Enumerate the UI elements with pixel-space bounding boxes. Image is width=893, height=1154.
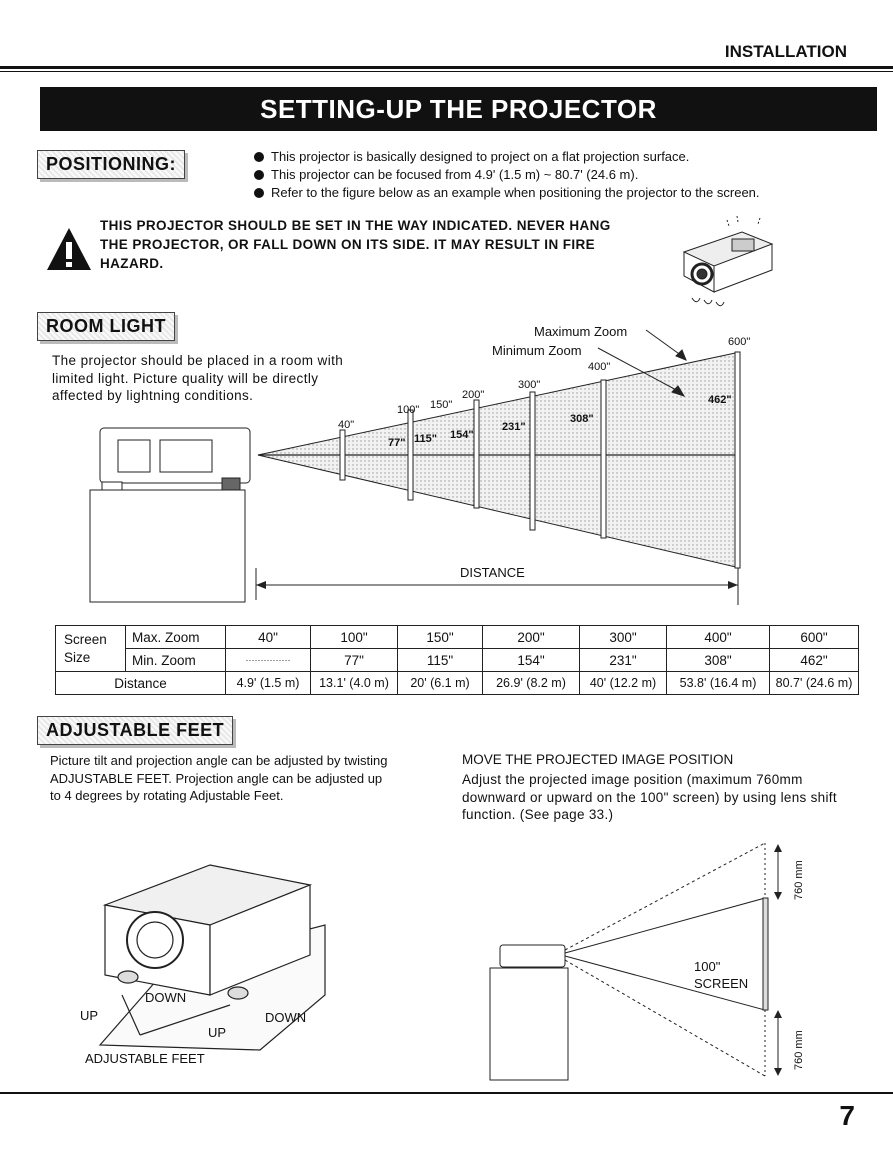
table-cell: 40" (226, 626, 311, 649)
adjustable-feet-label: ADJUSTABLE FEET (37, 716, 233, 745)
table-cell: 77" (311, 649, 398, 672)
footer-rule (0, 1092, 893, 1094)
min-size-label: 154" (450, 429, 474, 441)
table-cell: 53.8' (16.4 m) (667, 672, 770, 695)
table-cell: ··············· (226, 649, 311, 672)
distance-header: Distance (56, 672, 226, 695)
warning-text: THIS PROJECTOR SHOULD BE SET IN THE WAY INDICATED. NEVER HANG THE PROJECTOR, OR FALL DOWN ON ITS SIDE. IT MAY RESULT IN FIRE HAZARD. (100, 218, 611, 271)
bullet-3: Refer to the figure below as an example when positioning the projector to the screen. (254, 185, 760, 200)
table-cell: 308" (667, 649, 770, 672)
warning-icon (45, 226, 93, 272)
feet-down-label: DOWN (265, 1010, 307, 1025)
table-cell: 26.9' (8.2 m) (483, 672, 580, 695)
table-cell: 400" (667, 626, 770, 649)
title-bar (40, 87, 877, 131)
screen-mark (408, 410, 413, 500)
feet-up-label: UP (208, 1025, 227, 1040)
table-cell: 154" (483, 649, 580, 672)
min-size-label: 115" (414, 433, 437, 445)
min-size-label: 308" (570, 413, 594, 425)
positioning-label: POSITIONING: (37, 150, 185, 179)
min-zoom-label: Minimum Zoom (492, 343, 582, 358)
adjustable-feet-text: Picture tilt and projection angle can be adjusted by twisting ADJUSTABLE FEET. Projection angle can be adjusted up to 4 degrees by rotating Adjustable Feet. (50, 753, 388, 803)
room-light-label: ROOM LIGHT (37, 312, 175, 341)
table-cell: 20' (6.1 m) (398, 672, 483, 695)
table-cell: 4.9' (1.5 m) (226, 672, 311, 695)
shift-lower-label: 760 mm (793, 1030, 805, 1070)
feet-caption: ADJUSTABLE FEET (85, 1051, 205, 1066)
projector-tilt-illustration (672, 214, 782, 314)
bullet-2: This projector can be focused from 4.9' (1.5 m) ~ 80.7' (24.6 m). (254, 167, 638, 182)
header-rule (0, 66, 893, 69)
section-header: INSTALLATION (724, 42, 847, 61)
screen-label: SCREEN (694, 976, 749, 991)
screen-mark (601, 380, 606, 538)
lens-shift-heading: MOVE THE PROJECTED IMAGE POSITION (462, 752, 734, 767)
projector-side-view (500, 945, 565, 967)
screen-mark (530, 392, 535, 530)
table-cell: 40' (12.2 m) (580, 672, 667, 695)
max-size-label: 40" (338, 419, 355, 431)
table-cell: 150" (398, 626, 483, 649)
table-cell: 600" (770, 626, 859, 649)
room-light-text: The projector should be placed in a room with limited light. Picture quality will be directly affected by lightning conditions. (52, 353, 344, 403)
lens-shift-text: Adjust the projected image position (maximum 760mm downward or upward on the 100" screen) by using lens shift function. (See page 33.) (462, 772, 837, 822)
min-size-label: 462" (708, 394, 732, 406)
max-size-label: 300" (518, 379, 541, 391)
page-title: SETTING-UP THE PROJECTOR (260, 94, 657, 124)
screen-mark (474, 400, 479, 508)
page-number: 7 (839, 1100, 855, 1131)
projection-beam (258, 352, 740, 568)
screen-distance-table (55, 625, 859, 695)
max-size-label: 600" (728, 336, 751, 348)
adjustable-feet-illustration (60, 845, 350, 1075)
max-zoom-header: Max. Zoom (126, 626, 226, 649)
table-cell: 231" (580, 649, 667, 672)
distance-label: DISTANCE (460, 565, 525, 580)
table-cell: 100" (311, 626, 398, 649)
table-cell: 300" (580, 626, 667, 649)
max-size-label: 200" (462, 389, 485, 401)
table-cell: 200" (483, 626, 580, 649)
projector-stand (90, 490, 245, 602)
shift-upper-label: 760 mm (793, 860, 805, 900)
min-size-label: 77" (388, 437, 406, 449)
screen-mark (735, 352, 740, 568)
lens-shift-illustration (480, 838, 810, 1083)
table-cell: 13.1' (4.0 m) (311, 672, 398, 695)
table-cell: 462" (770, 649, 859, 672)
feet-down-label: DOWN (145, 990, 187, 1005)
min-size-label: 231" (502, 421, 526, 433)
max-size-label: 150" (430, 399, 453, 411)
screen (763, 898, 768, 1010)
max-size-label: 100" (397, 404, 420, 416)
table-cell: 115" (398, 649, 483, 672)
screen-size-header: Screen Size (56, 626, 126, 672)
screen-mark (340, 430, 345, 480)
header-rule-thin (0, 71, 893, 72)
projection-distance-diagram (0, 320, 893, 610)
bullet-1: This projector is basically designed to project on a flat projection surface. (254, 149, 689, 164)
max-size-label: 400" (588, 361, 611, 373)
projector-side-view (100, 428, 250, 490)
projector-stand (490, 968, 568, 1080)
feet-up-label: UP (80, 1008, 99, 1023)
max-zoom-label: Maximum Zoom (534, 324, 628, 339)
screen-size-label: 100" (694, 959, 721, 974)
table-cell: 80.7' (24.6 m) (770, 672, 859, 695)
min-zoom-header: Min. Zoom (126, 649, 226, 672)
